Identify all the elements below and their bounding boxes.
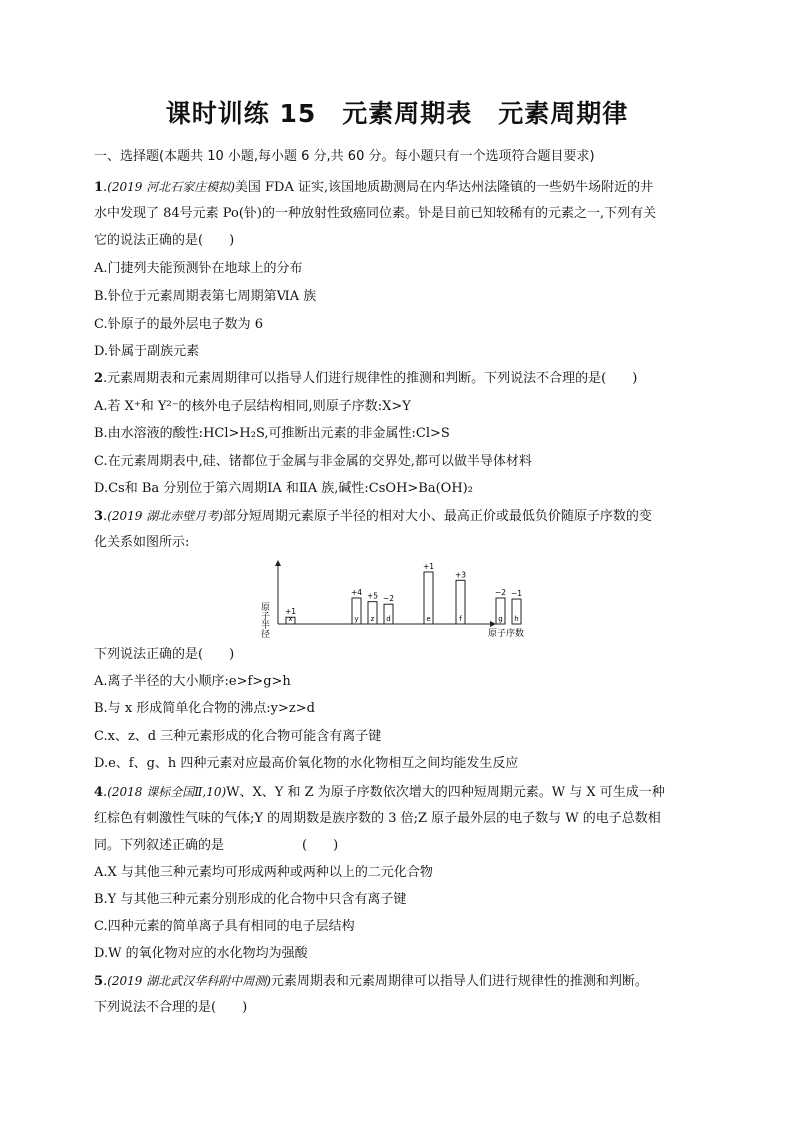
q2-option-d: D.Cs和 Ba 分别位于第六周期ⅠA 和ⅡA 族,碱性:CsOH>Ba(OH)₂ [94,481,473,496]
q5-source: (2019 湖北武汉华科附中周测) [107,974,271,988]
valence-label-h: −1 [510,589,523,599]
q3-stem-1: 部分短周期元素原子半径的相对大小、最高正价或最低负价随原子序数的变 [222,509,652,524]
bar-label-z: z [370,615,375,623]
bar-label-e: e [426,615,431,623]
q3-option-d: D.e、f、g、h 四种元素对应最高价氧化物的水化物相互之间均能发生反应 [94,756,519,771]
q2-number: 2 [94,371,104,386]
q5-line-1: 5.(2019 湖北武汉华科附中周测)元素周期表和元素周期律可以指导人们进行规律性的推测和判断。 [94,974,648,989]
q3-stem-3: 下列说法正确的是( ) [94,647,235,662]
bar-label-y: y [354,615,359,623]
q4-option-a: A.X 与其他三种元素均可形成两种或两种以上的二元化合物 [94,865,433,880]
q4-option-b: B.Y 与其他三种元素分别形成的化合物中只含有离子键 [94,892,407,907]
bar-label-g: g [498,615,503,623]
q4-source: (2018 课标全国Ⅱ,10) [107,785,227,799]
q5-stem-2: 下列说法不合理的是( ) [94,1000,248,1015]
q3-source: (2019 湖北赤壁月考) [107,509,223,523]
q3-stem-2: 化关系如图所示: [94,535,190,550]
valence-label-f: +3 [454,570,467,580]
valence-label-y: +4 [350,588,363,597]
q3-option-a: A.离子半径的大小顺序:e>f>g>h [94,674,291,689]
q4-option-d: D.W 的氧化物对应的水化物均为强酸 [94,946,308,961]
q5-stem-1: 元素周期表和元素周期律可以指导人们进行规律性的推测和判断。 [270,974,648,989]
bar-label-d: d [386,615,391,623]
q3-option-b: B.与 x 形成简单化合物的沸点:y>z>d [94,701,315,716]
section-heading: 一、选择题(本题共 10 小题,每小题 6 分,共 60 分。每小题只有一个选项符合题目要求) [94,149,595,164]
valence-label-g: −2 [494,588,507,597]
bar-label-x: x [288,615,293,623]
q3-line-1: 3.(2019 湖北赤壁月考)部分短周期元素原子半径的相对大小、最高正价或最低负价随原子序数的变 [94,509,652,524]
q4-line-1: 4.(2018 课标全国Ⅱ,10)W、X、Y 和 Z 为原子序数依次增大的四种短周期元素。W 与 X 可生成一种 [94,785,665,800]
bar-label-h: h [514,615,519,623]
valence-label-e: +1 [422,562,435,571]
q1-stem-2: 水中发现了 84号元素 Po(钋)的一种放射性致癌同位素。钋是目前已知较稀有的元素之一,下列有关 [94,206,657,221]
q1-option-d: D.钋属于副族元素 [94,344,200,359]
q2-line-1 [94,370,637,388]
valence-label-x: +1 [284,607,297,617]
q1-option-a: A.门捷列夫能预测钋在地球上的分布 [94,261,303,276]
valence-label-d: −2 [382,594,395,604]
q4-stem-3: 同。下列叙述正确的是 ( ) [94,838,339,853]
q5-number: 5 [94,974,104,989]
q4-stem-2: 红棕色有刺激性气味的气体;Y 的周期数是族序数的 3 倍;Z 原子最外层的电子数与 W 的电子总数相 [94,811,661,826]
q1-line-1: 1.(2019 河北石家庄模拟)美国 FDA 证实,该国地质勘测局在内华达州法隆镇的一些奶牛场附近的井 [94,180,654,195]
q2-stem: .元素周期表和元素周期律可以指导人们进行规律性的推测和判断。下列说法不合理的是( ) [103,371,638,386]
q3-option-c: C.x、z、d 三种元素形成的化合物可能含有离子键 [94,729,382,744]
q1-option-c: C.钋原子的最外层电子数为 6 [94,317,264,332]
page-title: 课时训练 15 元素周期表 元素周期律 [165,99,629,128]
y-axis-arrow [275,560,281,566]
x-axis-arrow [490,621,496,627]
q1-option-b: B.钋位于元素周期表第七周期第ⅥA 族 [94,289,317,304]
x-axis-label: 原子序数 [488,629,525,639]
q2-option-a: A.若 X⁺和 Y²⁻的核外电子层结构相同,则原子序数:X>Y [94,399,411,414]
q4-option-c: C.四种元素的简单离子具有相同的电子层结构 [94,919,355,934]
q4-stem-1: W、X、Y 和 Z 为原子序数依次增大的四种短周期元素。W 与 X 可生成一种 [226,785,665,800]
q1-stem-1: 美国 FDA 证实,该国地质勘测局在内华达州法隆镇的一些奶牛场附近的井 [234,180,654,195]
atomic-radius-chart [258,560,538,640]
q1-stem-3: 它的说法正确的是( ) [94,233,235,248]
q1-source: (2019 河北石家庄模拟) [107,180,235,194]
q3-number: 3 [94,509,104,524]
q2-option-b: B.由水溶液的酸性:HCl>H₂S,可推断出元素的非金属性:Cl>S [94,426,450,441]
y-axis-label: 原子半径 [259,602,269,638]
bar-label-f: f [459,615,462,623]
bar-group [285,562,522,624]
q4-number: 4 [94,785,104,800]
q2-option-c: C.在元素周期表中,硅、锗都位于金属与非金属的交界处,都可以做半导体材料 [94,454,532,469]
q1-number: 1 [94,180,104,195]
valence-label-z: +5 [366,591,379,601]
